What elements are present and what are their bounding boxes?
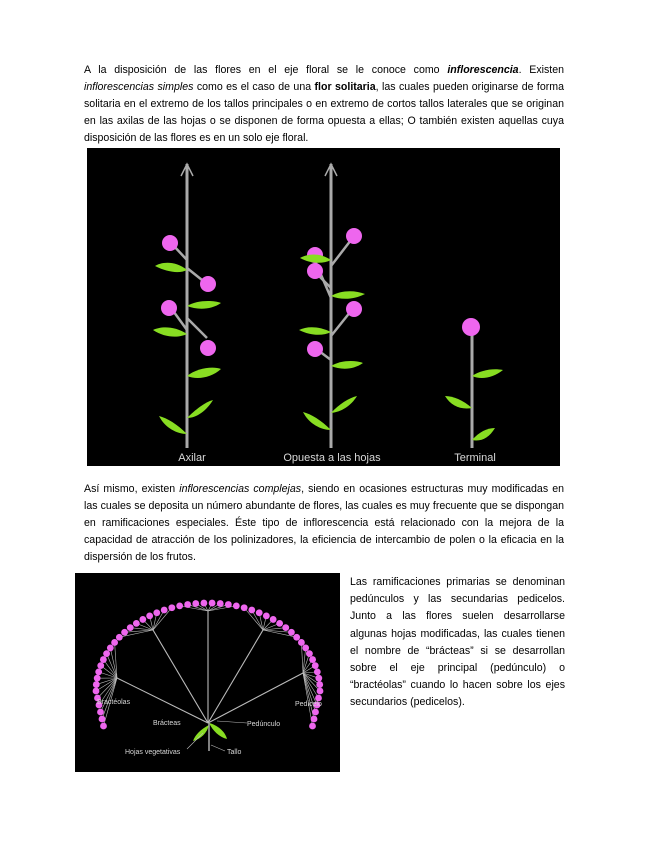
flower bbox=[346, 228, 362, 244]
flower-dot bbox=[306, 650, 313, 657]
flower-dot bbox=[217, 600, 224, 607]
leaf bbox=[159, 416, 187, 434]
vegetative-leaf bbox=[193, 725, 209, 741]
flower-dot bbox=[315, 675, 322, 682]
flower-dot bbox=[256, 609, 263, 616]
flower-dot bbox=[168, 604, 175, 611]
text-segment: Así mismo, existen bbox=[84, 483, 180, 495]
leaf bbox=[300, 255, 331, 263]
flower-dot bbox=[100, 656, 107, 663]
leaf bbox=[299, 327, 331, 335]
ramificaciones-paragraph: Las ramificaciones primarias se denominan pedúnculos y las secundarias pedicelos. Junto a las flores suelen desarrollarse algunas hojas modificadas, las cuales tienen el nombre de “brácteas” si se desarrollan sobre el eje principal (pedúnculo) o “bractéolas” cuando lo hacen sobre los ejes secundarios (pedicelos). bbox=[350, 576, 565, 709]
vegetative-leaf bbox=[209, 723, 227, 739]
label-terminal: Terminal bbox=[454, 452, 496, 464]
flower-dot bbox=[97, 662, 104, 669]
flower-dot bbox=[314, 668, 321, 675]
leaf bbox=[445, 396, 472, 409]
flower-dot bbox=[176, 602, 183, 609]
flower-dot bbox=[184, 601, 191, 608]
flower-dot bbox=[288, 629, 295, 636]
flower-dot bbox=[201, 600, 208, 607]
leaf bbox=[331, 291, 365, 299]
leaf bbox=[303, 412, 331, 430]
label-tallo: Tallo bbox=[227, 749, 242, 756]
flower-dot bbox=[107, 645, 114, 652]
label-pedicelo: Pedicelo bbox=[295, 701, 322, 708]
flower bbox=[307, 341, 323, 357]
label-pedunculo: Pedúnculo bbox=[247, 721, 281, 728]
leaf bbox=[331, 396, 357, 413]
text-segment: A la disposición de las flores en el eje floral se le conoce como bbox=[84, 64, 448, 76]
leaf bbox=[187, 301, 221, 309]
flower-dot bbox=[311, 716, 318, 723]
terminal-plant bbox=[445, 318, 503, 464]
label-bracteolas: Bractéolas bbox=[97, 699, 131, 706]
term-inflorescencias-simples: inflorescencias simples bbox=[84, 81, 194, 93]
flower-dot bbox=[121, 629, 128, 636]
label-axilar: Axilar bbox=[178, 452, 206, 464]
flower-dot bbox=[241, 604, 248, 611]
text-segment: , las cuales pueden originarse de forma solitaria en el extremo de los tallos principales o en extremo de cortos tallos laterales que se originan en las axilas de las hojas o se disponen de forma opuesta a ellas; O también existen aquellas cuya disposición de las flores es en un solo eje floral. bbox=[84, 81, 565, 144]
leaf bbox=[472, 428, 495, 441]
flower-dot bbox=[263, 612, 270, 619]
text-segment: , siendo en ocasiones estructuras muy modificadas en las cuales se deposita un número abundante de flores, las cuales es muy frecuente que se dispongan en ramificaciones especiales. Éste tipo de inflorescencia está relacionado con la mejora de la capacidad de atracción de los polinizadores, la eficiencia de intercambio de polen o la eficacia en la dispersión de los frutos. bbox=[84, 483, 564, 563]
flower-dot bbox=[127, 624, 134, 631]
flower-dot bbox=[161, 607, 168, 614]
flower-dot bbox=[302, 645, 309, 652]
intro-paragraph bbox=[84, 62, 564, 147]
flower-dot bbox=[298, 639, 305, 646]
term-inflorescencia: inflorescencia bbox=[447, 64, 519, 76]
simple-inflorescence-figure bbox=[87, 148, 560, 466]
leaf bbox=[331, 361, 363, 369]
flower bbox=[462, 318, 480, 336]
flower bbox=[346, 301, 362, 317]
flower-dot bbox=[95, 668, 102, 675]
flower-dot bbox=[146, 612, 153, 619]
complex-inflorescence-figure bbox=[75, 573, 340, 772]
label-opuesta: Opuesta a las hojas bbox=[283, 452, 381, 464]
flower-dot bbox=[111, 639, 118, 646]
text-segment: como es el caso de una bbox=[193, 81, 315, 93]
flower-dot bbox=[225, 601, 232, 608]
leaf bbox=[472, 369, 503, 378]
flower-dot bbox=[248, 607, 255, 614]
axilar-plant bbox=[153, 164, 221, 464]
flower-dot bbox=[116, 634, 123, 641]
label-hojas-vegetativas: Hojas vegetativas bbox=[125, 749, 181, 756]
flower-dot bbox=[100, 723, 107, 730]
flower-dot bbox=[133, 620, 140, 627]
term-inflorescencias-complejas: inflorescencias complejas bbox=[179, 483, 302, 495]
flower-dot bbox=[99, 716, 106, 723]
flower-dot bbox=[317, 688, 324, 695]
leaf bbox=[187, 368, 221, 378]
flower bbox=[162, 235, 178, 251]
flower-dot bbox=[293, 634, 300, 641]
term-flor-solitaria: flor solitaria bbox=[314, 81, 376, 93]
flower-dot bbox=[209, 600, 216, 607]
flower-dot bbox=[309, 656, 316, 663]
label-bracteas: Brácteas bbox=[153, 720, 181, 727]
flower-dot bbox=[312, 709, 319, 716]
complex-paragraph bbox=[84, 481, 564, 566]
flower bbox=[200, 340, 216, 356]
flower-dot bbox=[103, 650, 110, 657]
flower-dot bbox=[282, 624, 289, 631]
flower-dot bbox=[97, 709, 104, 716]
flower-dot bbox=[309, 723, 316, 730]
leaf bbox=[187, 400, 213, 418]
flower bbox=[161, 300, 177, 316]
flower-dot bbox=[233, 602, 240, 609]
flower-dot bbox=[316, 681, 323, 688]
flower bbox=[307, 263, 323, 279]
flower-dot bbox=[94, 675, 101, 682]
flower bbox=[200, 276, 216, 292]
leaf bbox=[153, 327, 187, 336]
flower-dot bbox=[93, 681, 100, 688]
flower-dot bbox=[93, 688, 100, 695]
flower-dot bbox=[270, 616, 277, 623]
text-segment: . Existen bbox=[518, 64, 564, 76]
opuesta-plant bbox=[283, 164, 381, 464]
flower-dot bbox=[192, 600, 199, 607]
flower-dot bbox=[276, 620, 283, 627]
branching-lines bbox=[96, 603, 320, 726]
flower-dot bbox=[139, 616, 146, 623]
leaf bbox=[155, 263, 187, 272]
flower-dot bbox=[153, 609, 160, 616]
flower-dot bbox=[312, 662, 319, 669]
